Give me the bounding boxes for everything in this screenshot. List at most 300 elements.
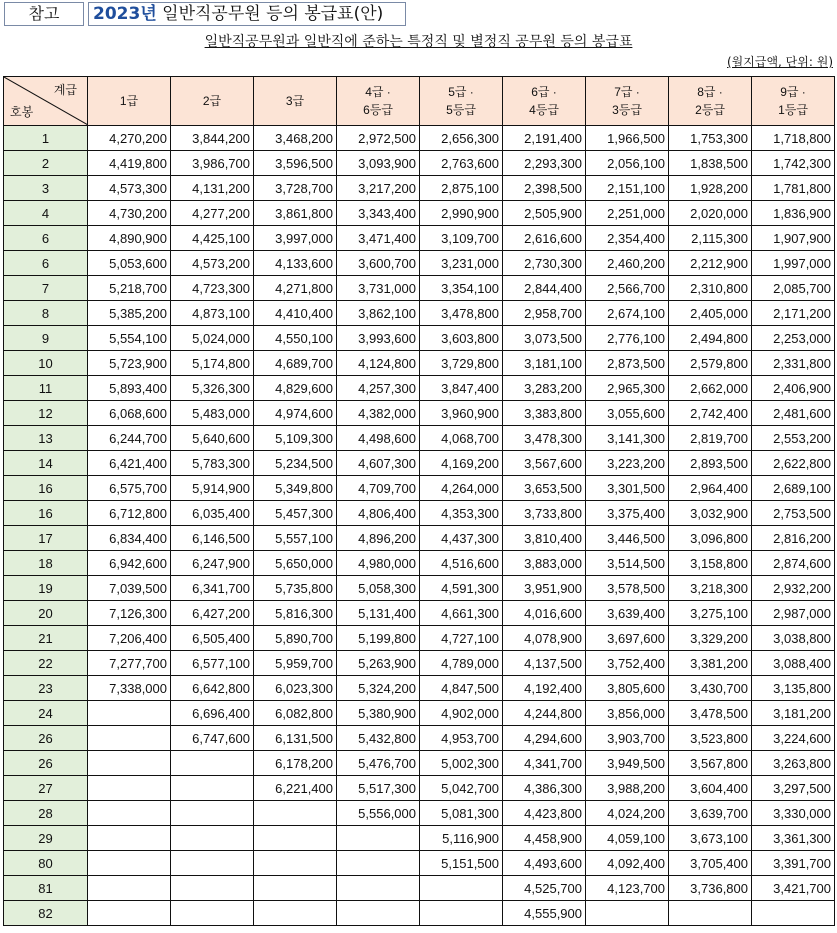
salary-cell: 2,987,000 xyxy=(752,601,835,626)
salary-cell xyxy=(88,701,171,726)
table-row xyxy=(4,901,835,926)
salary-cell: 1,742,300 xyxy=(752,151,835,176)
corner-step-label: 호봉 xyxy=(10,105,34,119)
salary-cell: 3,604,400 xyxy=(669,776,752,801)
salary-cell: 4,902,000 xyxy=(420,701,503,726)
salary-cell: 3,038,800 xyxy=(752,626,835,651)
salary-cell xyxy=(337,826,420,851)
step-cell: 7 xyxy=(4,276,88,301)
salary-cell: 3,752,400 xyxy=(586,651,669,676)
salary-cell: 4,806,400 xyxy=(337,501,420,526)
title-year: 2023년 xyxy=(93,4,157,24)
column-header-line: 6급 · xyxy=(531,85,557,99)
salary-cell: 4,425,100 xyxy=(171,226,254,251)
salary-cell xyxy=(586,901,669,926)
salary-cell: 5,151,500 xyxy=(420,851,503,876)
salary-cell: 5,024,000 xyxy=(171,326,254,351)
salary-cell: 4,873,100 xyxy=(171,301,254,326)
step-cell: 1 xyxy=(4,126,88,151)
salary-cell: 3,231,000 xyxy=(420,251,503,276)
salary-cell: 2,844,400 xyxy=(503,276,586,301)
salary-cell: 3,361,300 xyxy=(752,826,835,851)
salary-cell: 5,893,400 xyxy=(88,376,171,401)
salary-cell xyxy=(420,901,503,926)
salary-cell: 4,980,000 xyxy=(337,551,420,576)
salary-cell xyxy=(337,876,420,901)
table-row xyxy=(4,826,835,851)
salary-cell xyxy=(254,826,337,851)
salary-cell: 2,253,000 xyxy=(752,326,835,351)
salary-cell: 6,221,400 xyxy=(254,776,337,801)
salary-cell: 5,556,000 xyxy=(337,801,420,826)
table-row xyxy=(4,651,835,676)
salary-cell: 5,457,300 xyxy=(254,501,337,526)
salary-cell: 3,381,200 xyxy=(669,651,752,676)
step-cell: 3 xyxy=(4,176,88,201)
salary-cell: 4,555,900 xyxy=(503,901,586,926)
step-cell: 21 xyxy=(4,626,88,651)
salary-cell: 5,554,100 xyxy=(88,326,171,351)
salary-cell: 3,478,500 xyxy=(669,701,752,726)
salary-cell: 2,251,000 xyxy=(586,201,669,226)
salary-cell xyxy=(88,851,171,876)
step-cell: 18 xyxy=(4,551,88,576)
salary-cell: 3,951,900 xyxy=(503,576,586,601)
salary-cell: 2,662,000 xyxy=(669,376,752,401)
salary-cell: 2,990,900 xyxy=(420,201,503,226)
column-header-line: 1급 xyxy=(119,94,139,108)
salary-cell: 3,567,800 xyxy=(669,751,752,776)
salary-cell: 3,731,000 xyxy=(337,276,420,301)
table-row xyxy=(4,176,835,201)
salary-cell: 2,656,300 xyxy=(420,126,503,151)
salary-cell: 5,058,300 xyxy=(337,576,420,601)
salary-cell: 5,324,200 xyxy=(337,676,420,701)
salary-cell: 3,223,200 xyxy=(586,451,669,476)
salary-cell: 5,783,300 xyxy=(171,451,254,476)
salary-cell: 3,856,000 xyxy=(586,701,669,726)
salary-cell: 5,380,900 xyxy=(337,701,420,726)
column-header xyxy=(669,77,752,126)
salary-cell: 3,218,300 xyxy=(669,576,752,601)
salary-cell: 3,088,400 xyxy=(752,651,835,676)
salary-cell: 2,481,600 xyxy=(752,401,835,426)
salary-cell: 2,151,100 xyxy=(586,176,669,201)
table-row xyxy=(4,776,835,801)
salary-cell: 5,081,300 xyxy=(420,801,503,826)
salary-cell: 1,907,900 xyxy=(752,226,835,251)
corner-cell xyxy=(4,77,88,126)
salary-cell: 3,478,800 xyxy=(420,301,503,326)
salary-cell: 5,326,300 xyxy=(171,376,254,401)
salary-cell: 4,169,200 xyxy=(420,451,503,476)
salary-cell xyxy=(254,876,337,901)
salary-cell: 3,728,700 xyxy=(254,176,337,201)
table-row xyxy=(4,201,835,226)
table-row xyxy=(4,251,835,276)
salary-cell: 2,505,900 xyxy=(503,201,586,226)
salary-cell: 3,705,400 xyxy=(669,851,752,876)
salary-cell: 4,896,200 xyxy=(337,526,420,551)
salary-cell: 2,622,800 xyxy=(752,451,835,476)
salary-cell: 5,002,300 xyxy=(420,751,503,776)
salary-cell: 4,573,200 xyxy=(171,251,254,276)
salary-cell: 3,391,700 xyxy=(752,851,835,876)
salary-cell: 3,733,800 xyxy=(503,501,586,526)
salary-cell xyxy=(171,801,254,826)
salary-cell: 6,712,800 xyxy=(88,501,171,526)
salary-cell: 3,468,200 xyxy=(254,126,337,151)
subtitle-text: 일반직공무원과 일반직에 준하는 특정직 및 별정직 공무원 등의 봉급표 xyxy=(204,34,633,50)
table-row xyxy=(4,151,835,176)
column-header-line: 2급 xyxy=(202,94,222,108)
salary-cell: 6,035,400 xyxy=(171,501,254,526)
salary-cell: 3,383,800 xyxy=(503,401,586,426)
table-subtitle xyxy=(0,31,837,51)
salary-cell: 5,816,300 xyxy=(254,601,337,626)
salary-cell: 7,338,000 xyxy=(88,676,171,701)
salary-cell: 5,557,100 xyxy=(254,526,337,551)
salary-cell xyxy=(420,876,503,901)
table-row xyxy=(4,451,835,476)
salary-cell: 4,730,200 xyxy=(88,201,171,226)
step-cell: 11 xyxy=(4,376,88,401)
salary-cell: 4,437,300 xyxy=(420,526,503,551)
salary-cell: 5,959,700 xyxy=(254,651,337,676)
column-header-line: 2등급 xyxy=(695,103,725,117)
salary-cell xyxy=(171,876,254,901)
salary-cell: 6,747,600 xyxy=(171,726,254,751)
salary-cell: 3,055,600 xyxy=(586,401,669,426)
salary-cell: 4,573,300 xyxy=(88,176,171,201)
salary-cell: 2,115,300 xyxy=(669,226,752,251)
salary-cell xyxy=(669,901,752,926)
salary-cell: 2,553,200 xyxy=(752,426,835,451)
salary-cell: 2,875,100 xyxy=(420,176,503,201)
salary-cell: 4,024,200 xyxy=(586,801,669,826)
salary-cell: 6,421,400 xyxy=(88,451,171,476)
salary-cell: 4,123,700 xyxy=(586,876,669,901)
salary-cell: 2,460,200 xyxy=(586,251,669,276)
salary-cell: 4,131,200 xyxy=(171,176,254,201)
salary-cell: 3,578,500 xyxy=(586,576,669,601)
salary-cell: 2,331,800 xyxy=(752,351,835,376)
salary-table xyxy=(3,76,835,926)
unit-note: (월지급액, 단위: 원) xyxy=(727,55,833,69)
step-cell: 4 xyxy=(4,201,88,226)
step-cell: 16 xyxy=(4,501,88,526)
step-cell: 19 xyxy=(4,576,88,601)
step-cell: 23 xyxy=(4,676,88,701)
salary-cell: 3,263,800 xyxy=(752,751,835,776)
salary-cell: 3,673,100 xyxy=(669,826,752,851)
step-cell: 22 xyxy=(4,651,88,676)
salary-cell: 5,199,800 xyxy=(337,626,420,651)
salary-cell: 2,874,600 xyxy=(752,551,835,576)
column-header-line: 1등급 xyxy=(778,103,808,117)
title-text: 일반직공무원 등의 봉급표(안) xyxy=(162,4,384,24)
table-row xyxy=(4,551,835,576)
salary-cell: 3,567,600 xyxy=(503,451,586,476)
salary-cell: 4,607,300 xyxy=(337,451,420,476)
salary-cell: 4,516,600 xyxy=(420,551,503,576)
salary-cell: 6,942,600 xyxy=(88,551,171,576)
salary-cell xyxy=(88,751,171,776)
step-cell: 29 xyxy=(4,826,88,851)
salary-cell: 3,993,600 xyxy=(337,326,420,351)
salary-cell: 1,718,800 xyxy=(752,126,835,151)
salary-cell: 4,847,500 xyxy=(420,676,503,701)
salary-cell: 4,137,500 xyxy=(503,651,586,676)
salary-cell: 3,603,800 xyxy=(420,326,503,351)
salary-cell xyxy=(88,876,171,901)
salary-cell: 3,181,100 xyxy=(503,351,586,376)
salary-cell: 4,789,000 xyxy=(420,651,503,676)
salary-cell: 7,126,300 xyxy=(88,601,171,626)
salary-cell: 2,398,500 xyxy=(503,176,586,201)
step-cell: 82 xyxy=(4,901,88,926)
salary-cell: 3,158,800 xyxy=(669,551,752,576)
column-header-line: 9급 · xyxy=(780,85,806,99)
column-header-line: 5급 · xyxy=(448,85,474,99)
salary-cell: 2,893,500 xyxy=(669,451,752,476)
document-title xyxy=(88,2,406,26)
step-cell: 28 xyxy=(4,801,88,826)
column-header xyxy=(752,77,835,126)
salary-cell: 6,642,800 xyxy=(171,676,254,701)
salary-cell: 4,264,000 xyxy=(420,476,503,501)
table-row xyxy=(4,351,835,376)
salary-cell: 4,257,300 xyxy=(337,376,420,401)
reference-tag: 참고 xyxy=(4,2,84,26)
salary-cell xyxy=(254,851,337,876)
column-header xyxy=(503,77,586,126)
salary-cell: 2,056,100 xyxy=(586,151,669,176)
table-row xyxy=(4,701,835,726)
salary-cell: 2,171,200 xyxy=(752,301,835,326)
salary-cell: 5,234,500 xyxy=(254,451,337,476)
step-cell: 6 xyxy=(4,251,88,276)
salary-cell: 2,873,500 xyxy=(586,351,669,376)
salary-cell: 1,928,200 xyxy=(669,176,752,201)
salary-cell: 3,297,500 xyxy=(752,776,835,801)
salary-cell: 2,406,900 xyxy=(752,376,835,401)
salary-cell: 6,575,700 xyxy=(88,476,171,501)
step-cell: 20 xyxy=(4,601,88,626)
salary-cell: 5,116,900 xyxy=(420,826,503,851)
salary-cell: 6,244,700 xyxy=(88,426,171,451)
salary-cell: 2,020,000 xyxy=(669,201,752,226)
table-row xyxy=(4,476,835,501)
salary-cell: 7,277,700 xyxy=(88,651,171,676)
salary-cell: 3,862,100 xyxy=(337,301,420,326)
salary-cell: 3,847,400 xyxy=(420,376,503,401)
salary-cell: 5,109,300 xyxy=(254,426,337,451)
salary-cell: 3,343,400 xyxy=(337,201,420,226)
column-header-line: 5등급 xyxy=(446,103,476,117)
salary-cell: 4,974,600 xyxy=(254,401,337,426)
salary-cell: 2,763,600 xyxy=(420,151,503,176)
salary-cell: 2,085,700 xyxy=(752,276,835,301)
table-row xyxy=(4,426,835,451)
step-cell: 6 xyxy=(4,226,88,251)
salary-cell: 4,458,900 xyxy=(503,826,586,851)
salary-cell: 2,964,400 xyxy=(669,476,752,501)
salary-cell: 3,861,800 xyxy=(254,201,337,226)
salary-cell: 3,093,900 xyxy=(337,151,420,176)
step-cell: 2 xyxy=(4,151,88,176)
salary-cell: 3,600,700 xyxy=(337,251,420,276)
step-cell: 26 xyxy=(4,751,88,776)
salary-cell: 5,517,300 xyxy=(337,776,420,801)
salary-cell: 3,988,200 xyxy=(586,776,669,801)
salary-cell: 6,131,500 xyxy=(254,726,337,751)
salary-cell: 6,247,900 xyxy=(171,551,254,576)
corner-grade-label: 계급 xyxy=(53,83,77,97)
salary-cell xyxy=(752,901,835,926)
salary-cell: 4,192,400 xyxy=(503,676,586,701)
salary-cell: 4,591,300 xyxy=(420,576,503,601)
salary-cell: 3,354,100 xyxy=(420,276,503,301)
salary-cell: 4,124,800 xyxy=(337,351,420,376)
salary-cell: 4,723,300 xyxy=(171,276,254,301)
salary-cell: 4,525,700 xyxy=(503,876,586,901)
column-header xyxy=(254,77,337,126)
column-header-line: 4등급 xyxy=(529,103,559,117)
column-header-line: 4급 · xyxy=(365,85,391,99)
salary-cell: 2,566,700 xyxy=(586,276,669,301)
title-bar xyxy=(0,0,837,28)
salary-cell: 3,301,500 xyxy=(586,476,669,501)
salary-cell: 3,446,500 xyxy=(586,526,669,551)
salary-cell xyxy=(171,751,254,776)
salary-cell xyxy=(254,801,337,826)
salary-cell: 2,212,900 xyxy=(669,251,752,276)
salary-cell: 5,263,900 xyxy=(337,651,420,676)
salary-cell: 1,966,500 xyxy=(586,126,669,151)
salary-cell: 3,523,800 xyxy=(669,726,752,751)
salary-cell: 3,639,400 xyxy=(586,601,669,626)
salary-cell: 3,471,400 xyxy=(337,226,420,251)
salary-cell: 4,661,300 xyxy=(420,601,503,626)
salary-cell: 5,735,800 xyxy=(254,576,337,601)
salary-cell: 3,960,900 xyxy=(420,401,503,426)
salary-cell: 4,353,300 xyxy=(420,501,503,526)
column-header-line: 8급 · xyxy=(697,85,723,99)
salary-cell: 4,386,300 xyxy=(503,776,586,801)
step-cell: 8 xyxy=(4,301,88,326)
salary-cell: 2,972,500 xyxy=(337,126,420,151)
table-row xyxy=(4,501,835,526)
salary-cell: 2,674,100 xyxy=(586,301,669,326)
salary-cell: 6,082,800 xyxy=(254,701,337,726)
step-cell: 26 xyxy=(4,726,88,751)
table-row xyxy=(4,676,835,701)
salary-cell: 5,131,400 xyxy=(337,601,420,626)
salary-cell: 4,890,900 xyxy=(88,226,171,251)
salary-cell: 4,689,700 xyxy=(254,351,337,376)
salary-cell: 3,329,200 xyxy=(669,626,752,651)
salary-cell: 6,023,300 xyxy=(254,676,337,701)
salary-cell xyxy=(171,826,254,851)
salary-cell: 3,141,300 xyxy=(586,426,669,451)
salary-cell: 2,819,700 xyxy=(669,426,752,451)
header-row xyxy=(4,77,835,126)
salary-cell: 3,949,500 xyxy=(586,751,669,776)
table-row xyxy=(4,801,835,826)
column-header xyxy=(171,77,254,126)
column-header-line: 6등급 xyxy=(363,103,393,117)
salary-cell: 1,838,500 xyxy=(669,151,752,176)
salary-cell: 4,059,100 xyxy=(586,826,669,851)
salary-cell: 3,375,400 xyxy=(586,501,669,526)
table-row xyxy=(4,876,835,901)
salary-cell: 3,073,500 xyxy=(503,326,586,351)
salary-cell: 5,218,700 xyxy=(88,276,171,301)
salary-cell: 5,476,700 xyxy=(337,751,420,776)
salary-cell: 3,217,200 xyxy=(337,176,420,201)
salary-cell xyxy=(254,901,337,926)
step-cell: 9 xyxy=(4,326,88,351)
salary-cell: 5,042,700 xyxy=(420,776,503,801)
table-row xyxy=(4,626,835,651)
salary-cell: 2,354,400 xyxy=(586,226,669,251)
salary-cell: 3,653,500 xyxy=(503,476,586,501)
salary-cell: 3,096,800 xyxy=(669,526,752,551)
salary-cell: 3,181,200 xyxy=(752,701,835,726)
salary-cell: 4,382,000 xyxy=(337,401,420,426)
salary-cell: 3,736,800 xyxy=(669,876,752,901)
salary-cell: 6,427,200 xyxy=(171,601,254,626)
salary-cell: 2,310,800 xyxy=(669,276,752,301)
salary-cell: 2,932,200 xyxy=(752,576,835,601)
salary-cell: 2,730,300 xyxy=(503,251,586,276)
salary-cell: 2,191,400 xyxy=(503,126,586,151)
salary-cell: 2,405,000 xyxy=(669,301,752,326)
salary-cell: 4,016,600 xyxy=(503,601,586,626)
table-row xyxy=(4,301,835,326)
step-cell: 80 xyxy=(4,851,88,876)
salary-cell: 4,068,700 xyxy=(420,426,503,451)
table-row xyxy=(4,401,835,426)
salary-cell: 6,577,100 xyxy=(171,651,254,676)
salary-cell: 5,890,700 xyxy=(254,626,337,651)
salary-cell: 5,650,000 xyxy=(254,551,337,576)
salary-cell: 2,776,100 xyxy=(586,326,669,351)
salary-cell: 5,640,600 xyxy=(171,426,254,451)
salary-cell xyxy=(337,851,420,876)
salary-cell: 3,805,600 xyxy=(586,676,669,701)
table-body xyxy=(4,126,835,926)
salary-cell: 5,483,000 xyxy=(171,401,254,426)
column-header xyxy=(420,77,503,126)
table-row xyxy=(4,751,835,776)
step-cell: 16 xyxy=(4,476,88,501)
table-row xyxy=(4,226,835,251)
salary-cell: 3,697,600 xyxy=(586,626,669,651)
salary-cell: 5,385,200 xyxy=(88,301,171,326)
salary-cell: 3,283,200 xyxy=(503,376,586,401)
salary-cell: 4,078,900 xyxy=(503,626,586,651)
table-row xyxy=(4,276,835,301)
salary-cell: 2,579,800 xyxy=(669,351,752,376)
salary-cell: 4,419,800 xyxy=(88,151,171,176)
table-row xyxy=(4,126,835,151)
step-cell: 81 xyxy=(4,876,88,901)
salary-cell: 6,834,400 xyxy=(88,526,171,551)
salary-cell: 5,432,800 xyxy=(337,726,420,751)
salary-cell: 1,781,800 xyxy=(752,176,835,201)
